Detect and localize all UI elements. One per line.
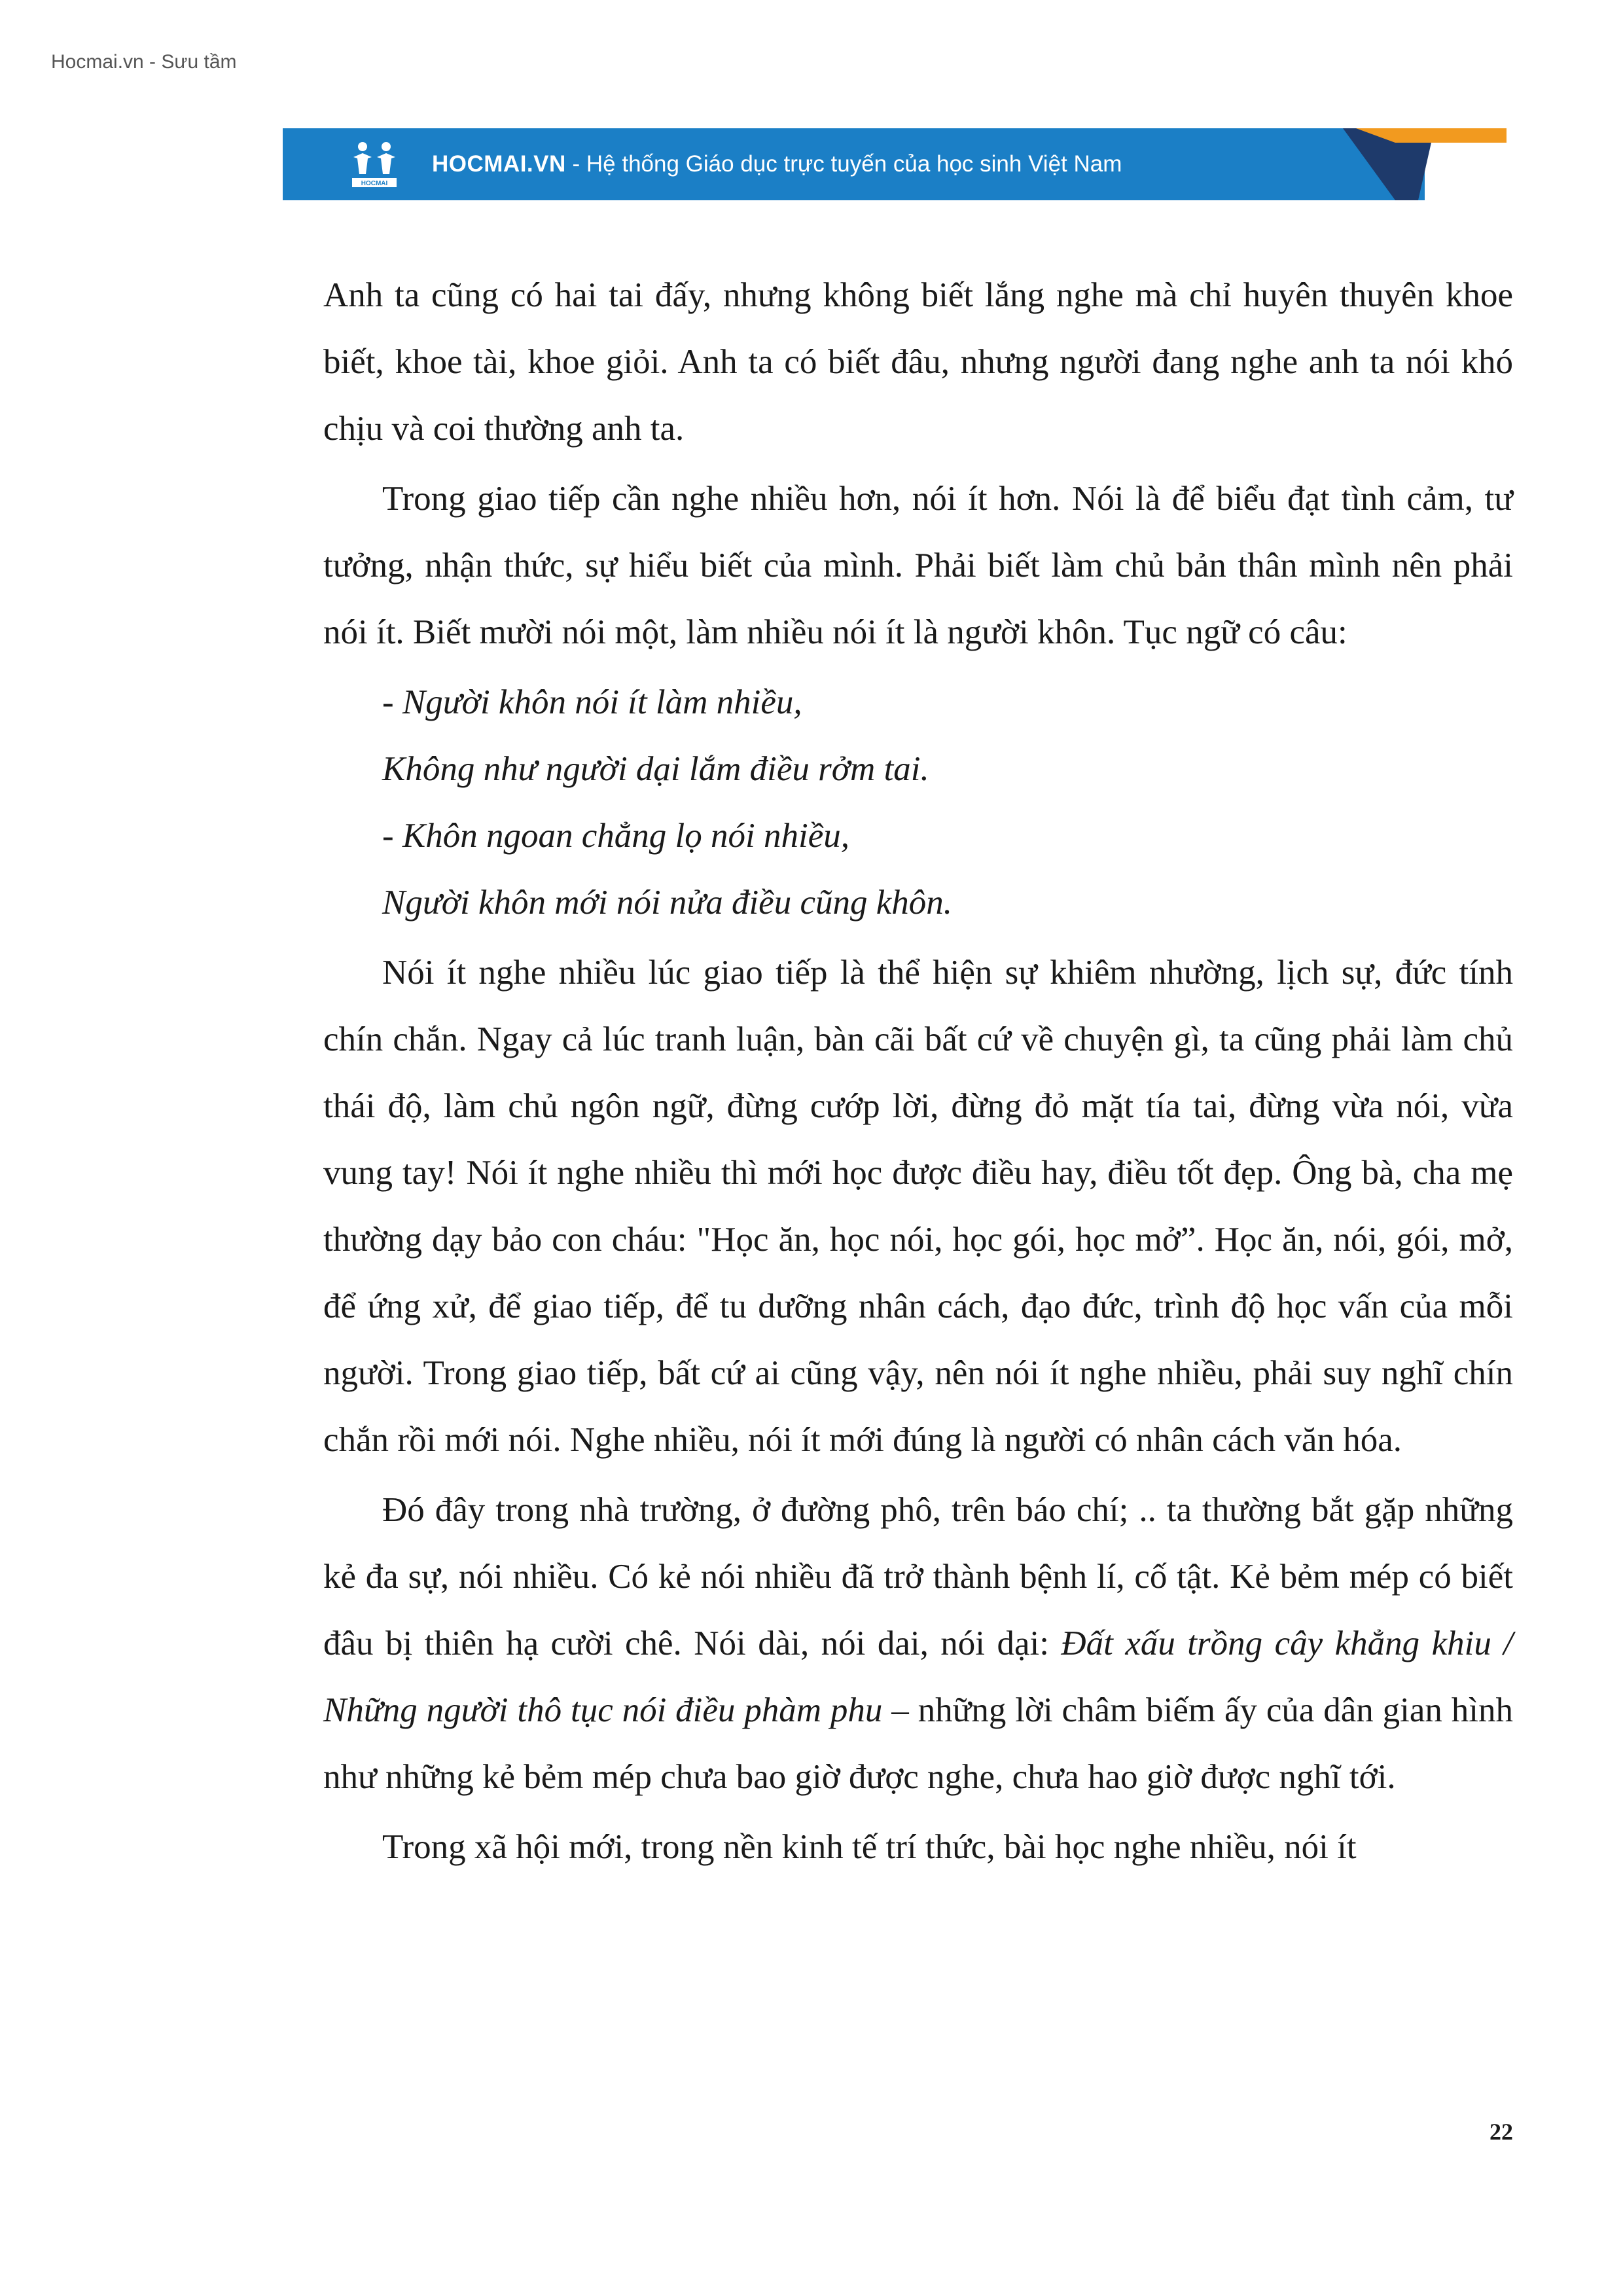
banner-brand-text xyxy=(432,128,1122,200)
paragraph-3: Nói ít nghe nhiều lúc giao tiếp là thể hiện sự khiêm nhường, lịch sự, đức tính chín chắn. Ngay cả lúc tranh luận, bàn cãi bất cứ về chuyện gì, ta cũng phải làm chủ thái độ, làm chủ ngôn ngữ, đừng cướp lời, đừng đỏ mặt tía tai, đừng vừa nói, vừa vung tay! Nói ít nghe nhiều thì mới học được điều hay, điều tốt đẹp. Ông bà, cha mẹ thường dạy bảo con cháu: "Học ăn, học nói, học gói, học mở”. Học ăn, nói, gói, mở, để ứng xử, để giao tiếp, để tu dưỡng nhân cách, đạo đức, trình độ học vấn của mỗi người. Trong giao tiếp, bất cứ ai cũng vậy, nên nói ít nghe nhiều, phải suy nghĩ chín chắn rồi mới nói. Nghe nhiều, nói ít mới đúng là người có nhân cách văn hóa. xyxy=(323,954,1513,1459)
paragraph-4-text-b: – những lời châm biếm ấy của dân gian hình như những kẻ bẻm mép chưa bao giờ được nghe, chưa hao giờ được nghĩ tới. xyxy=(323,1691,1513,1796)
paragraph-2: Trong giao tiếp cần nghe nhiều hơn, nói ít hơn. Nói là để biểu đạt tình cảm, tư tưởng, nhận thức, sự hiểu biết của mình. Phải biết làm chủ bản thân mình nên phải nói ít. Biết mười nói một, làm nhiều nói ít là người khôn. Tục ngữ có câu: xyxy=(323,480,1513,651)
brand-name: HOCMAI.VN xyxy=(432,151,566,177)
document-body xyxy=(323,262,1513,1884)
paragraph-5: Trong xã hội mới, trong nền kinh tế trí thức, bài học nghe nhiều, nói ít xyxy=(382,1828,1357,1866)
verse-line-1: - Người khôn nói ít làm nhiều, xyxy=(382,683,802,721)
hocmai-logo-icon xyxy=(348,139,401,191)
verse-line-4: Người khôn mới nói nửa điều cũng khôn. xyxy=(382,884,953,922)
paragraph-4 xyxy=(323,1477,1513,1810)
logo-text: HOCMAI xyxy=(361,180,388,187)
verse-line-3: - Khôn ngoan chẳng lọ nói nhiều, xyxy=(382,817,849,855)
source-note: Hocmai.vn - Sưu tầm xyxy=(51,51,237,73)
page-number: 22 xyxy=(1489,2119,1513,2145)
brand-tagline: - Hệ thống Giáo dục trực tuyến của học sinh Việt Nam xyxy=(565,151,1122,177)
paragraph-1: Anh ta cũng có hai tai đấy, nhưng không biết lắng nghe mà chỉ huyên thuyên khoe biết, khoe tài, khoe giỏi. Anh ta có biết đâu, nhưng người đang nghe anh ta nói khó chịu và coi thường anh ta. xyxy=(323,276,1513,448)
paragraph-4-quote: Đất xấu trồng cây khẳng khiu / Những người thô tục nói điều phàm phu xyxy=(323,1624,1513,1729)
paragraph-4-text-a: Đó đây trong nhà trường, ở đường phô, trên báo chí; .. ta thường bắt gặp những kẻ đa sự, nói nhiều. Có kẻ nói nhiều đã trở thành bệnh lí, cố tật. Kẻ bẻm mép có biết đâu bị thiên hạ cười chê. Nói dài, nói dai, nói dại: xyxy=(323,1491,1513,1662)
header-banner xyxy=(283,128,1507,200)
verse-line-2: Không như người dại lắm điều rởm tai. xyxy=(382,750,929,788)
